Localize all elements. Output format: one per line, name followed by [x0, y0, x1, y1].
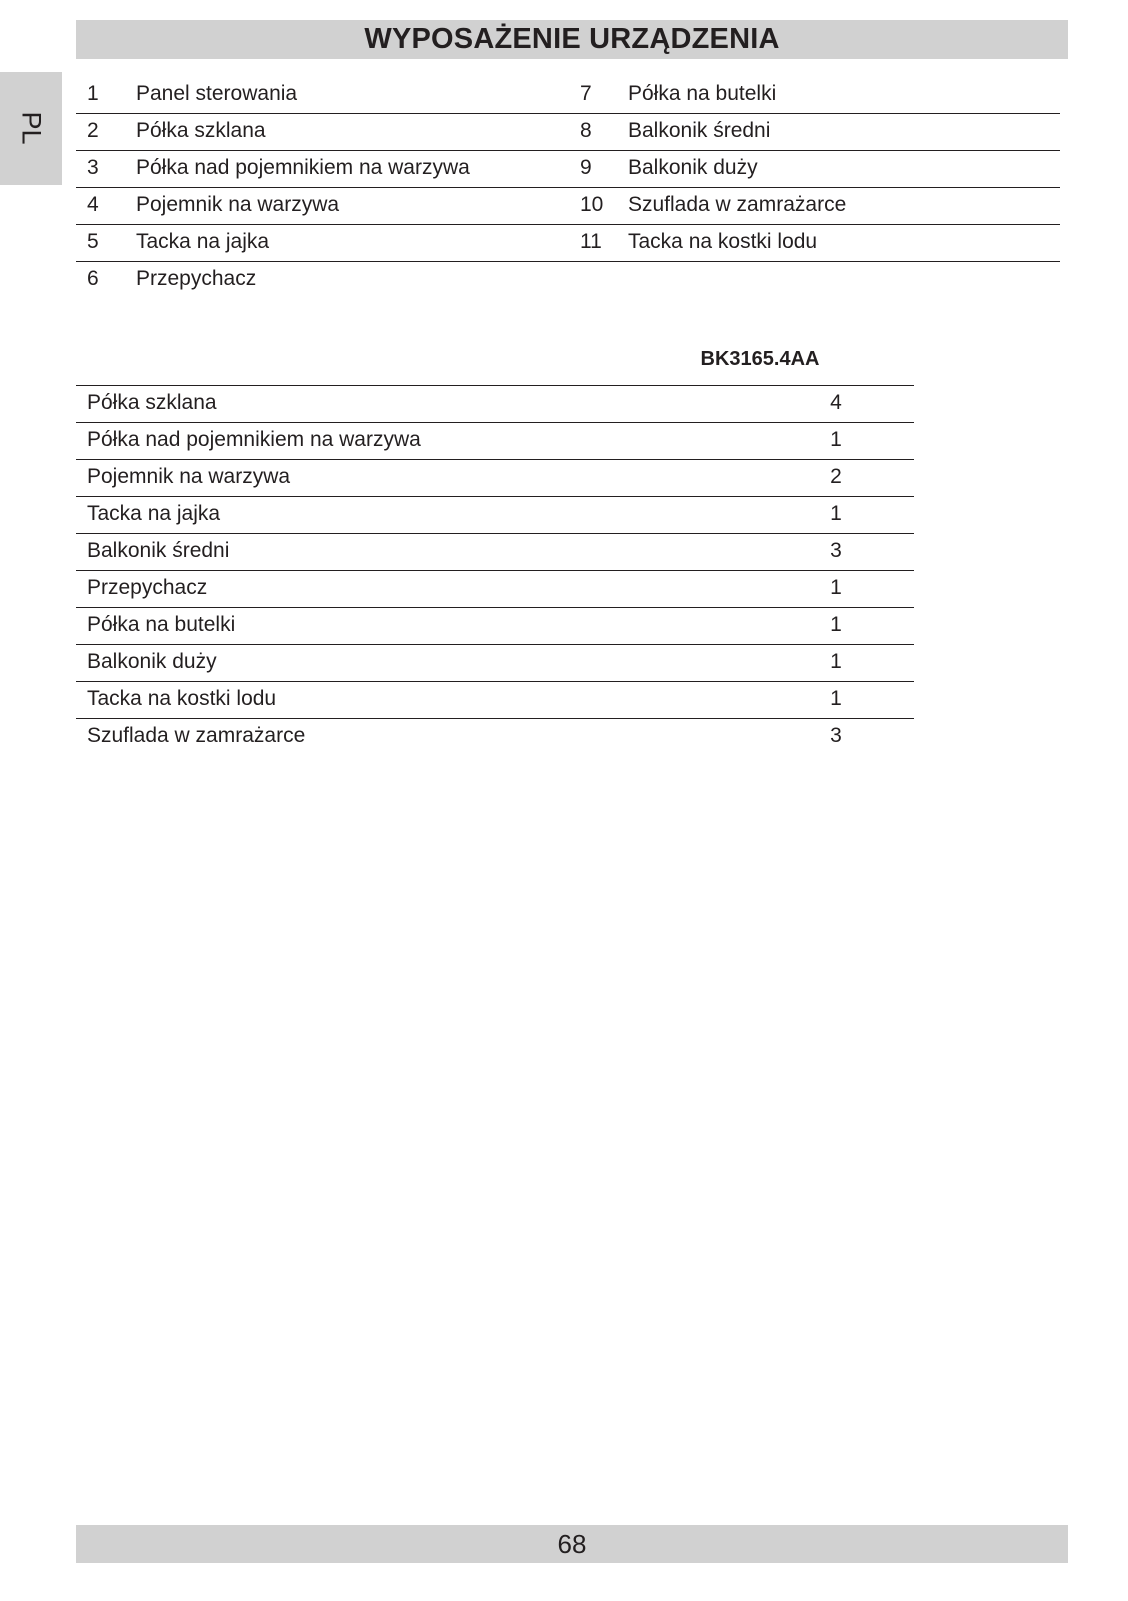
part-label: Balkonik duży [628, 156, 758, 179]
table-row [76, 682, 914, 719]
part-label: Przepychacz [136, 267, 257, 290]
list-item [568, 114, 1060, 151]
accessory-name: Przepychacz [87, 576, 208, 599]
accessory-name: Pojemnik na warzywa [87, 465, 291, 488]
part-label: Tacka na kostki lodu [628, 230, 818, 253]
table-row [76, 719, 914, 756]
list-item [76, 151, 568, 188]
accessory-quantity: 1 [830, 613, 842, 636]
part-number: 3 [87, 156, 99, 179]
part-number: 8 [580, 119, 592, 142]
accessory-quantity: 1 [830, 650, 842, 673]
table-row [76, 497, 914, 534]
parts-list-left [76, 77, 568, 299]
part-number: 4 [87, 193, 99, 216]
part-number: 5 [87, 230, 99, 253]
accessory-quantity: 1 [830, 576, 842, 599]
accessory-name: Szuflada w zamrażarce [87, 724, 306, 747]
accessory-name: Półka nad pojemnikiem na warzywa [87, 428, 421, 451]
part-label: Panel sterowania [136, 82, 298, 105]
table-row [76, 571, 914, 608]
page-footer [76, 1525, 1068, 1563]
part-label: Tacka na jajka [136, 230, 270, 253]
accessory-name: Tacka na kostki lodu [87, 687, 277, 710]
table-row [76, 645, 914, 682]
part-number: 6 [87, 267, 99, 290]
accessory-quantity: 1 [830, 687, 842, 710]
accessory-name: Półka na butelki [87, 613, 236, 636]
table-row [76, 460, 914, 497]
part-number: 7 [580, 82, 592, 105]
page-title-bar [76, 20, 1068, 59]
part-number: 2 [87, 119, 99, 142]
list-item [76, 77, 568, 114]
part-number: 11 [580, 230, 602, 253]
accessory-quantity: 1 [830, 428, 842, 451]
model-column-header: BK3165.4AA [700, 348, 820, 370]
accessory-name: Balkonik duży [87, 650, 217, 673]
list-item [568, 225, 1060, 262]
list-item [568, 77, 1060, 114]
part-label: Szuflada w zamrażarce [628, 193, 847, 216]
accessory-quantity: 4 [830, 391, 842, 414]
part-label: Pojemnik na warzywa [136, 193, 340, 216]
list-item [76, 225, 568, 262]
list-item [568, 151, 1060, 188]
page-number: 68 [557, 1528, 587, 1559]
language-tab [0, 72, 62, 185]
accessory-name: Balkonik średni [87, 539, 230, 562]
table-row [76, 423, 914, 460]
parts-list-right [568, 77, 1060, 262]
list-item [76, 114, 568, 151]
accessory-quantity: 3 [830, 724, 842, 747]
accessory-quantity: 3 [830, 539, 842, 562]
list-item [76, 188, 568, 225]
table-row [76, 608, 914, 645]
table-row [76, 386, 914, 423]
part-label: Półka szklana [136, 119, 266, 142]
part-number: 10 [580, 193, 604, 216]
part-label: Półka nad pojemnikiem na warzywa [136, 156, 470, 179]
quantity-table [76, 385, 914, 756]
accessory-name: Tacka na jajka [87, 502, 221, 525]
list-item [76, 262, 568, 299]
accessory-quantity: 1 [830, 502, 842, 525]
table-row [76, 534, 914, 571]
list-item [568, 188, 1060, 225]
part-number: 9 [580, 156, 592, 179]
page-title: WYPOSAŻENIE URZĄDZENIA [364, 23, 780, 55]
part-label: Półka na butelki [628, 82, 777, 105]
accessory-quantity: 2 [830, 465, 842, 488]
accessory-name: Półka szklana [87, 391, 217, 414]
part-label: Balkonik średni [628, 119, 771, 142]
part-number: 1 [87, 82, 99, 105]
language-tab-label: PL [16, 111, 47, 145]
